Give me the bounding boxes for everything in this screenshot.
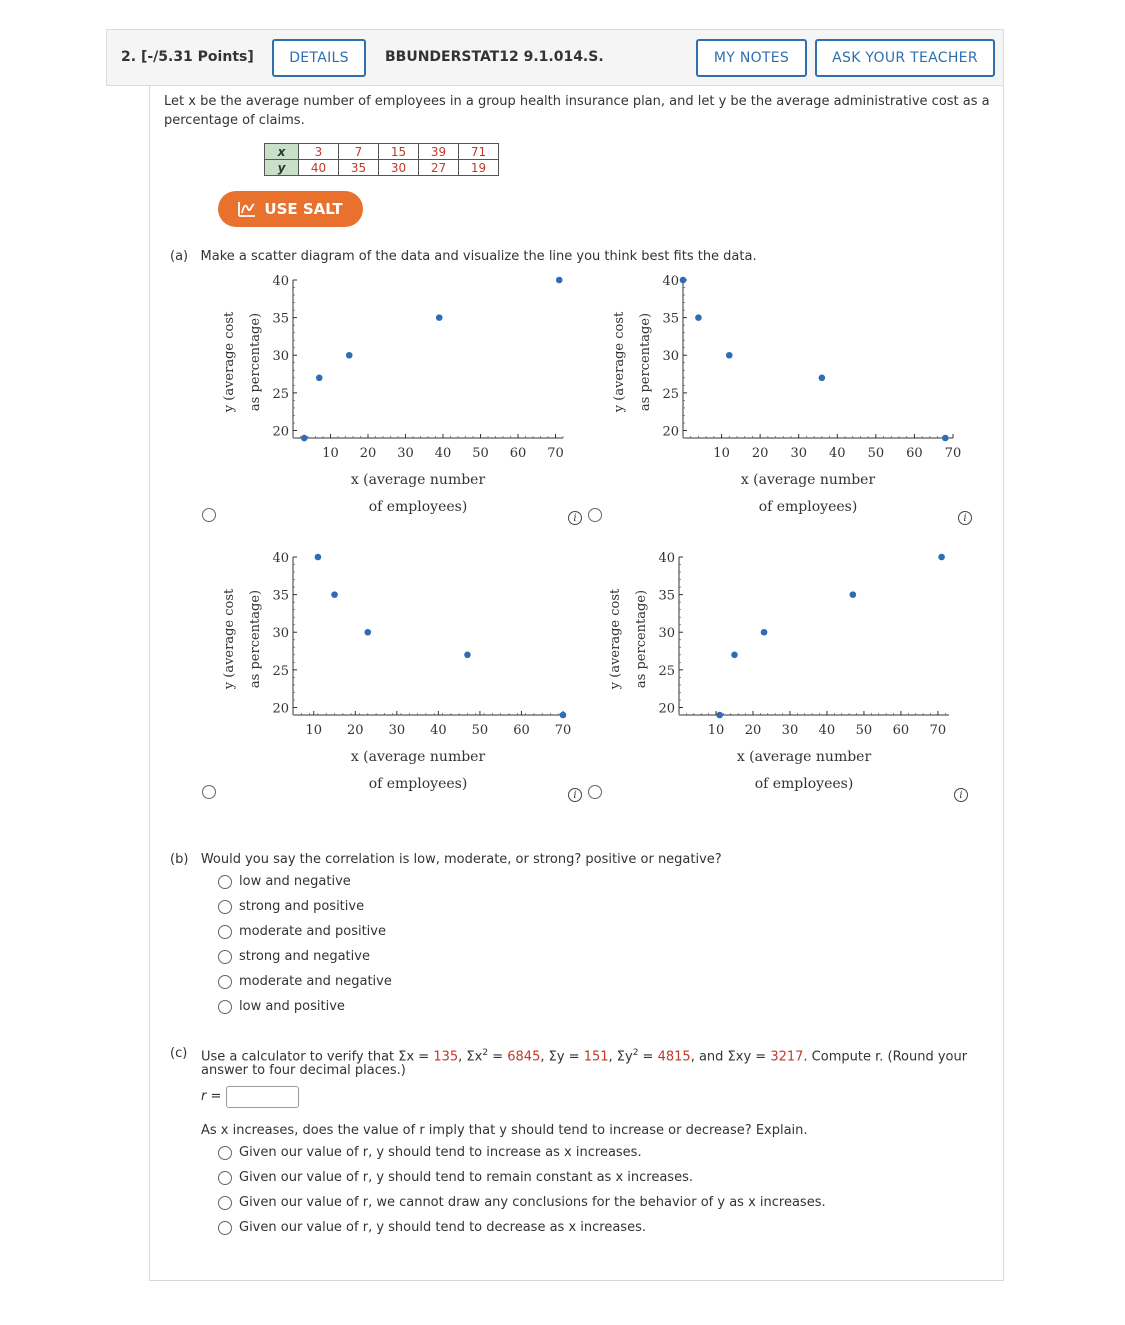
radio-button[interactable] <box>218 975 232 989</box>
table-cell: 35 <box>339 160 379 176</box>
y-tick-label: 35 <box>272 588 289 604</box>
y-tick-label: 40 <box>662 274 679 289</box>
x-axis-label: x (average number <box>736 749 872 765</box>
x-tick-label: 40 <box>829 446 846 461</box>
x-tick-label: 20 <box>347 723 364 738</box>
x-axis-label: x (average number <box>350 472 486 488</box>
y-tick-label: 35 <box>662 311 679 327</box>
y-tick-label: 20 <box>658 701 675 717</box>
x-tick-label: 70 <box>547 446 564 461</box>
table-cell: 19 <box>459 160 499 176</box>
question-header <box>106 29 1004 86</box>
graph-option-radio-3[interactable] <box>202 785 216 799</box>
info-icon[interactable]: i <box>568 788 582 802</box>
x-tick-label: 10 <box>322 446 339 461</box>
y-tick-label: 30 <box>272 626 289 642</box>
x-tick-label: 30 <box>388 723 406 738</box>
data-point <box>331 591 338 598</box>
scatter-plot-1 <box>215 268 575 523</box>
radio-button[interactable] <box>218 1146 232 1160</box>
data-point <box>436 314 443 321</box>
radio-button[interactable] <box>218 925 232 939</box>
y-axis-label: as percentage) <box>248 589 263 689</box>
table-cell: 7 <box>339 144 379 160</box>
table-cell: 3 <box>299 144 339 160</box>
data-point <box>560 712 567 719</box>
part-b-option[interactable]: strong and negative <box>218 949 370 964</box>
graph-option-radio-4[interactable] <box>588 785 602 799</box>
x-tick-label: 30 <box>781 723 799 738</box>
radio-button[interactable] <box>218 1196 232 1210</box>
table-cell: 40 <box>299 160 339 176</box>
x-tick-label: 30 <box>397 446 414 461</box>
y-tick-label: 30 <box>662 349 679 365</box>
data-point <box>556 277 563 284</box>
x-tick-label: 60 <box>513 723 530 738</box>
x-tick-label: 50 <box>471 723 489 738</box>
y-axis-label: y (average cost <box>222 311 237 413</box>
data-point <box>695 314 702 321</box>
y-axis-label: as percentage) <box>638 312 653 412</box>
info-icon[interactable]: i <box>954 788 968 802</box>
intro-line-2: percentage of claims. <box>164 113 305 128</box>
y-axis-label: y (average cost <box>612 311 627 413</box>
table-row-x <box>265 144 499 160</box>
x-axis-label: of employees) <box>754 776 854 792</box>
x-tick-label: 40 <box>434 446 452 461</box>
y-axis-label: as percentage) <box>634 589 649 689</box>
r-label: r = <box>201 1089 222 1104</box>
y-tick-label: 35 <box>272 311 289 327</box>
part-c-option[interactable]: Given our value of r, y should tend to remain constant as x increases. <box>218 1170 693 1185</box>
y-tick-label: 20 <box>662 424 679 440</box>
table-cell: 30 <box>379 160 419 176</box>
r-input[interactable] <box>226 1086 299 1108</box>
y-tick-label: 40 <box>658 551 675 566</box>
radio-button[interactable] <box>218 950 232 964</box>
part-c-option[interactable]: Given our value of r, we cannot draw any conclusions for the behavior of y as x increases. <box>218 1195 826 1210</box>
data-point <box>315 554 322 561</box>
data-point <box>850 591 857 598</box>
data-point <box>346 352 353 359</box>
table-cell: 71 <box>459 144 499 160</box>
question-number-points: 2. [-/5.31 Points] <box>121 49 254 65</box>
part-b-option[interactable]: moderate and positive <box>218 924 386 939</box>
x-tick-label: 50 <box>472 446 489 461</box>
salt-label: USE SALT <box>264 200 343 218</box>
data-point <box>716 712 723 719</box>
data-point <box>819 375 826 382</box>
x-tick-label: 10 <box>713 446 730 461</box>
x-tick-label: 50 <box>855 723 873 738</box>
x-tick-label: 50 <box>867 446 885 461</box>
part-b-option[interactable]: strong and positive <box>218 899 364 914</box>
x-tick-label: 30 <box>790 446 807 461</box>
data-point <box>464 652 471 659</box>
part-c-prompt: Use a calculator to verify that Σx = 135, $\Sigma x^2 = 6845$, Σy = 151, $\Sigma y^2 = 4815$, and Σxy = 3217. Compute r. (Round your <box>201 1048 968 1065</box>
y-axis-label: y (average cost <box>608 588 623 690</box>
radio-button[interactable] <box>218 875 232 889</box>
info-icon[interactable]: i <box>568 511 582 525</box>
scatter-plot-3 <box>215 545 575 800</box>
part-b-option[interactable]: moderate and negative <box>218 974 392 989</box>
part-c-option[interactable]: Given our value of r, y should tend to decrease as x increases. <box>218 1220 646 1235</box>
table-cell: 27 <box>419 160 459 176</box>
x-tick-label: 60 <box>509 446 527 461</box>
data-table <box>264 143 499 176</box>
details-button[interactable]: DETAILS <box>272 39 366 77</box>
x-axis-label: of employees) <box>758 499 858 515</box>
part-b-option[interactable]: low and negative <box>218 874 351 889</box>
y-tick-label: 30 <box>658 626 675 642</box>
y-tick-label: 20 <box>272 424 289 440</box>
part-c-prompt-line-2: answer to four decimal places.) <box>201 1063 406 1078</box>
y-tick-label: 40 <box>272 551 289 566</box>
x-tick-label: 20 <box>751 446 769 461</box>
x-tick-label: 60 <box>906 446 923 461</box>
radio-button[interactable] <box>218 900 232 914</box>
my-notes-button[interactable]: MY NOTES <box>696 39 807 77</box>
data-point <box>301 435 308 442</box>
data-point <box>364 629 371 636</box>
scatter-plot-4 <box>601 545 961 800</box>
part-a-prompt: (a) Make a scatter diagram of the data and visualize the line you think best fits the data. <box>170 249 757 264</box>
x-axis-label: of employees) <box>368 776 468 792</box>
x-tick-label: 70 <box>929 723 947 738</box>
x-tick-label: 20 <box>359 446 377 461</box>
data-point <box>761 629 768 636</box>
part-b-option[interactable]: low and positive <box>218 999 345 1014</box>
table-header-y: y <box>265 160 299 176</box>
question-code: BBUNDERSTAT12 9.1.014.S. <box>385 49 604 65</box>
y-axis-label: y (average cost <box>222 588 237 690</box>
data-point <box>731 652 738 659</box>
y-tick-label: 25 <box>272 663 289 679</box>
part-c-option[interactable]: Given our value of r, y should tend to increase as x increases. <box>218 1145 642 1160</box>
graph-option-radio-2[interactable] <box>588 508 602 522</box>
info-icon[interactable]: i <box>958 511 972 525</box>
part-c-label: (c) <box>170 1046 188 1061</box>
y-tick-label: 20 <box>272 701 289 717</box>
y-tick-label: 25 <box>272 386 289 402</box>
x-tick-label: 10 <box>707 723 725 738</box>
y-tick-label: 25 <box>658 663 675 679</box>
data-point <box>680 277 687 284</box>
x-axis-label: of employees) <box>368 499 468 515</box>
y-tick-label: 35 <box>658 588 675 604</box>
salt-chart-icon <box>238 201 256 217</box>
x-tick-label: 40 <box>818 723 836 738</box>
use-salt-button[interactable] <box>218 191 363 227</box>
radio-button[interactable] <box>218 1171 232 1185</box>
table-cell: 15 <box>379 144 419 160</box>
part-b-prompt: (b) Would you say the correlation is low, moderate, or strong? positive or negative? <box>170 852 722 867</box>
y-tick-label: 25 <box>662 386 679 402</box>
x-tick-label: 60 <box>892 723 910 738</box>
y-tick-label: 40 <box>272 274 289 289</box>
x-tick-label: 70 <box>944 446 962 461</box>
scatter-plot-2 <box>605 268 965 523</box>
intro-line-1: Let x be the average number of employees in a group health insurance plan, and let y be the average administrative cost as a <box>164 94 990 109</box>
graph-option-radio-1[interactable] <box>202 508 216 522</box>
x-tick-label: 20 <box>744 723 762 738</box>
y-axis-label: as percentage) <box>248 312 263 412</box>
part-c-question: As x increases, does the value of r imply that y should tend to increase or decrease? Explain. <box>201 1123 808 1138</box>
ask-teacher-button[interactable]: ASK YOUR TEACHER <box>815 39 995 77</box>
data-point <box>942 435 949 442</box>
data-point <box>726 352 733 359</box>
radio-button[interactable] <box>218 1221 232 1235</box>
x-tick-label: 40 <box>430 723 447 738</box>
table-header-x: x <box>265 144 299 160</box>
y-tick-label: 30 <box>272 349 289 365</box>
data-point <box>316 375 323 382</box>
table-cell: 39 <box>419 144 459 160</box>
data-point <box>938 554 945 561</box>
x-axis-label: x (average number <box>350 749 486 765</box>
x-axis-label: x (average number <box>740 472 876 488</box>
x-tick-label: 70 <box>554 723 572 738</box>
x-tick-label: 10 <box>305 723 323 738</box>
radio-button[interactable] <box>218 1000 232 1014</box>
table-row-y <box>265 160 499 176</box>
